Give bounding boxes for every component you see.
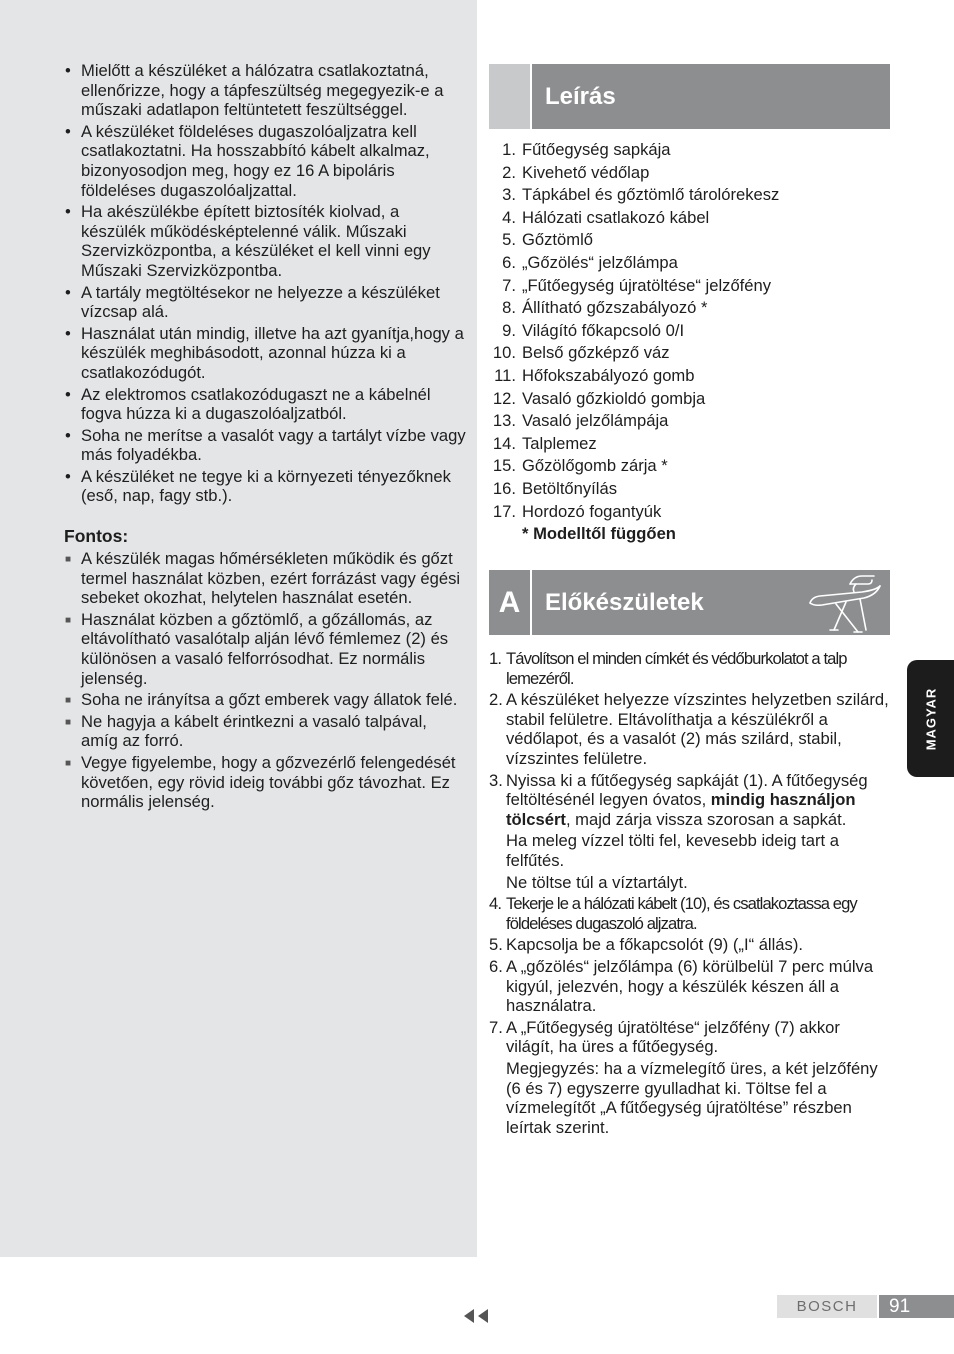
list-item: 8. Állítható gőzszabályozó *: [502, 298, 708, 318]
list-item: 3. Tápkábel és gőztömlő tárolórekesz: [502, 185, 780, 205]
list-item: 13. Vasaló jelzőlámpája: [492, 411, 669, 431]
list-item: ■ Soha ne irányítsa a gőzt emberek vagy állatok felé.: [65, 690, 458, 710]
list-item: 11. Hőfokszabályozó gomb: [494, 365, 695, 385]
page-number: 91: [879, 1295, 954, 1318]
list-item: 5. Gőztömlő: [502, 230, 594, 250]
list-item: 15. Gőzölőgomb zárja *: [492, 456, 668, 476]
list-item: 17. Hordozó fogantyúk: [492, 501, 662, 521]
list-item: 9. Világító főkapcsoló 0/I: [502, 320, 685, 340]
safety-instructions: [64, 61, 468, 814]
list-item: 14. Talplemez: [492, 433, 597, 453]
list-item: • Mielőtt a készüléket a hálózatra csatlakoztatná, ellenőrizze, hogy a tápfeszültség megegyezik-e a műszaki adatlapon feltüntetett feszültséggel.: [65, 61, 444, 120]
double-arrow-left-icon[interactable]: [462, 1306, 494, 1326]
brand-label: BOSCH: [777, 1295, 877, 1318]
parts-list: [489, 139, 890, 523]
elokeszuletek-header: [489, 570, 890, 635]
steps-list: [489, 649, 890, 1137]
list-item: • Soha ne merítse a vasalót vagy a tartályt vízbe vagy más folyadékba.: [65, 425, 466, 465]
language-tab: MAGYAR: [907, 660, 954, 777]
list-item: • A készüléket ne tegye ki a környezeti tényezőknek (eső, nap, fagy stb.).: [65, 466, 451, 506]
section-title: Leírás: [545, 83, 616, 110]
list-item: 5. Kapcsolja be a főkapcsolót (9) („I“ állás).: [489, 935, 803, 955]
safety-bullet-list: [64, 61, 468, 506]
section-tab-letter: A: [489, 570, 530, 635]
list-item: 16. Betöltőnyílás: [492, 478, 618, 498]
leiras-header: [489, 64, 890, 129]
list-item: • A tartály megtöltésekor ne helyezze a készüléket vízcsap alá.: [65, 282, 440, 322]
list-item: 2. A készüléket helyezze vízszintes helyzetben szilárd, stabil felületre. Eltávolíthatja a készülékről a védőlapot, és a vasalót (2) más szilárd, stabil, vízszintes felületre.: [489, 690, 889, 769]
left-panel: [0, 0, 477, 1257]
list-item: • Ha akészülékbe épített biztosíték kiolvad, a készülék működésképtelenné válik. Műszaki Szervizközpontba, a készüléket el kell vinni egy Műszaki Szervizközpontba.: [65, 202, 431, 280]
list-item: ■ Használat közben a gőztömlő, a gőzállomás, az eltávolítható vasalótalp alján lévő fémlemez (2) és különösen a vasaló felforrósodhat. Ez normális jelenség.: [65, 609, 449, 688]
list-item: 12. Vasaló gőzkioldó gombja: [492, 388, 706, 408]
list-item: 1. Fűtőegység sapkája: [502, 140, 671, 159]
list-item: 2. Kivehető védőlap: [502, 162, 650, 182]
list-item: 4. Hálózati csatlakozó kábel: [502, 207, 710, 227]
section-tab: [489, 64, 530, 129]
list-item: ■ Ne hagyja a kábelt érintkezni a vasaló talpával, amíg az forró.: [65, 711, 427, 751]
list-item: 10. Belső gőzképző váz: [492, 343, 670, 363]
list-item: 7. A „Fűtőegység újratöltése“ jelzőfény (7) akkor világít, ha üres a fűtőegység. Megjegyzés: ha a vízmelegítő üres, a két jelzőfény (6 és 7) egyszerre gyulladhat ki. Töltse fel a vízmelegítőt „A fűtőegység újratöltése” részben leírtak szerint.: [489, 1017, 878, 1137]
section-title: Előkészületek: [545, 589, 704, 617]
ironing-board-icon: [806, 572, 884, 634]
list-item: 1. Távolítson el minden címkét és védőburkolatot a talp lemezéről.: [489, 649, 847, 688]
right-column: [489, 64, 890, 1139]
list-item: ■ A készülék magas hőmérsékleten működik és gőzt termel használat közben, ezért forrázást vagy égési sebeket okozhat, helytelen használat esetén.: [65, 549, 461, 608]
list-item: 7. „Fűtőegység újratöltése“ jelzőfény: [502, 275, 772, 295]
list-item: 6. „Gőzölés“ jelzőlámpa: [502, 252, 678, 272]
fontos-list: [64, 549, 468, 812]
list-item: 4. Tekerje le a hálózati kábelt (10), és csatlakoztassa egy földeléses dugaszoló aljzatra.: [489, 894, 857, 933]
list-item: • Az elektromos csatlakozódugaszt ne a kábelnél fogva húzza ki a dugaszolóaljzatból.: [65, 384, 431, 424]
model-note: * Modelltől függően: [522, 524, 676, 544]
list-item: ■ Vegye figyelembe, hogy a gőzvezérlő felengedését követően, egy rövid ideig további gőz távozhat. Ez normális jelenség.: [65, 753, 456, 812]
header-bar: [532, 64, 890, 129]
list-item: • A készüléket földeléses dugaszolóaljzatra kell csatlakoztatni. Ha hosszabbító kábelt alkalmaz, bizonyosodjon meg, hogy ez 16 A bipoláris földeléses dugaszolóaljzattal.: [65, 121, 430, 200]
list-item: 6. A „gőzölés“ jelzőlámpa (6) körülbelül 7 perc múlva kigyúl, jelezvén, hogy a készülék készen áll a használatra.: [489, 957, 874, 1016]
list-item: • Használat után mindig, illetve ha azt gyanítja,hogy a készülék meghibásodott, azonnal húzza ki a csatlakozódugót.: [65, 323, 464, 382]
header-bar: [532, 570, 890, 635]
list-item: 3. Nyissa ki a fűtőegység sapkáját (1). A fűtőegység feltöltésénél legyen óvatos, mindig használjon tölcsért, majd zárja vissza szorosan a sapkát. Ha meleg vízzel tölti fel, kevesebb ideig tart a felfűtés. Ne töltse túl a víztartályt.: [489, 770, 868, 892]
fontos-heading: Fontos:: [64, 526, 129, 547]
